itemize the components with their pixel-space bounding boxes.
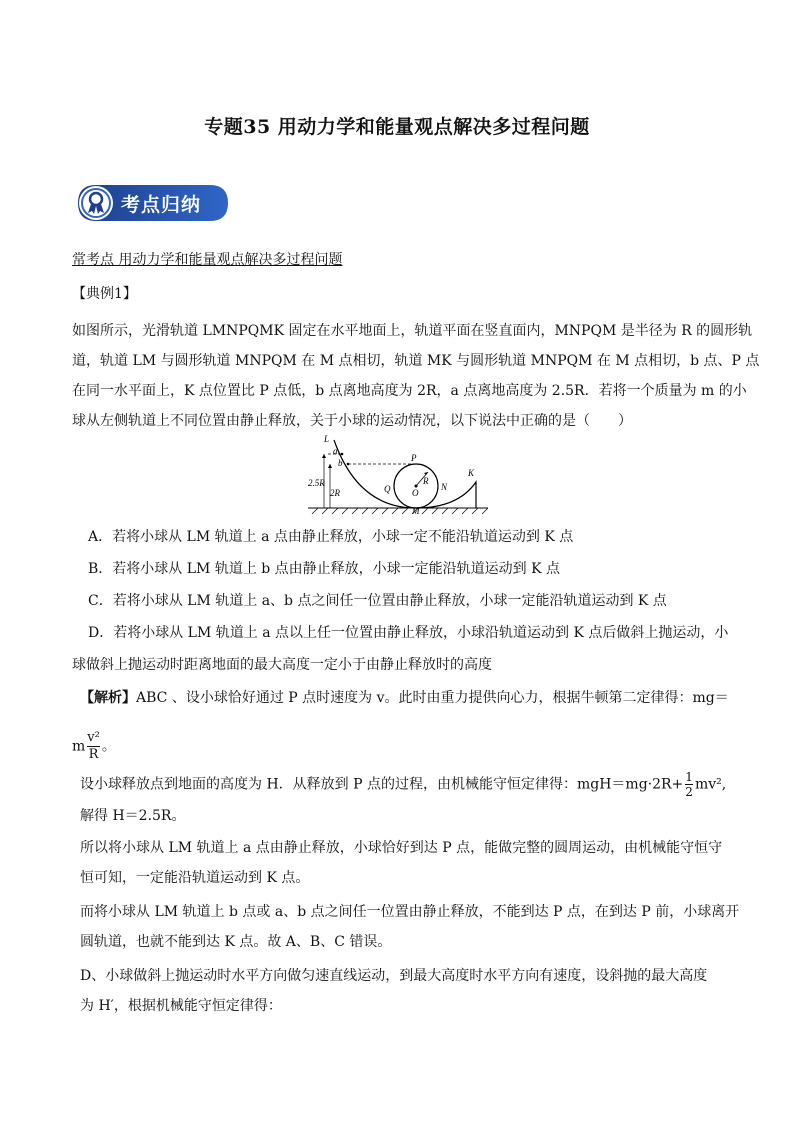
label-2-5R: 2.5R bbox=[308, 478, 325, 488]
section-heading: 常考点 用动力学和能量观点解决多过程问题 bbox=[72, 252, 343, 268]
analysis-line-5: 所以将小球从 LM 轨道上 a 点由静止释放，小球恰好到达 P 点，能做完整的圆周运动，由机械能守恒守 bbox=[80, 840, 723, 856]
track-figure bbox=[308, 434, 488, 522]
label-Q: Q bbox=[384, 484, 391, 494]
analysis-line-3: 设小球释放点到地面的高度为 H．从释放到 P 点的过程，由机械能守恒定律得：mgH＝mg·2R+ $\frac{1}{2}$ mv², bbox=[80, 770, 727, 799]
option-c: C．若将小球从 LM 轨道上 a、b 点之间任一位置由静止释放，小球一定能沿轨道运动到 K 点 bbox=[88, 593, 667, 609]
analysis-equation: m $\frac{\text{v²}}{R}$ 。 bbox=[72, 730, 116, 762]
analysis-line-6: 恒可知，一定能沿轨道运动到 K 点。 bbox=[80, 870, 310, 886]
label-M: M bbox=[412, 506, 420, 516]
section-badge bbox=[76, 183, 230, 223]
analysis-line-10: 为 H′，根据机械能守恒定律得： bbox=[80, 998, 282, 1014]
option-d: D．若将小球从 LM 轨道上 a 点以上任一位置由静止释放，小球沿轨道运动到 K 点后做斜上抛运动，小 bbox=[88, 625, 729, 641]
label-P: P bbox=[411, 453, 417, 463]
problem-line: 球从左侧轨道上不同位置由静止释放，关于小球的运动情况，以下说法中正确的是（ ） bbox=[72, 413, 632, 429]
badge-label: 考点归纳 bbox=[121, 194, 202, 216]
analysis-line-9: D、小球做斜上抛运动时水平方向做匀速直线运动，到最大高度时水平方向有速度，设斜抛的最大高度 bbox=[80, 968, 708, 984]
analysis-line-1: 【解析】ABC 、设小球恰好通过 P 点时速度为 v。此时由重力提供向心力，根据牛顿第二定律得：mg＝ bbox=[80, 690, 729, 706]
option-b: B．若将小球从 LM 轨道上 b 点由静止释放，小球一定能沿轨道运动到 K 点 bbox=[88, 561, 561, 577]
label-R: R bbox=[423, 476, 429, 486]
problem-line: 如图所示，光滑轨道 LMNPQMK 固定在水平地面上，轨道平面在竖直面内，MNPQM 是半径为 R 的圆形轨 bbox=[72, 323, 753, 339]
label-K: K bbox=[468, 468, 475, 478]
label-L: L bbox=[324, 434, 330, 444]
label-N: N bbox=[441, 482, 448, 492]
problem-line: 在同一水平面上，K 点位置比 P 点低，b 点离地高度为 2R，a 点离地高度为 2.5R．若将一个质量为 m 的小 bbox=[72, 383, 747, 399]
label-2R: 2R bbox=[330, 488, 340, 498]
problem-line: 道，轨道 LM 与圆形轨道 MNPQM 在 M 点相切，轨道 MK 与圆形轨道 MNPQM 在 M 点相切，b 点、P 点 bbox=[72, 353, 760, 369]
option-a: A．若将小球从 LM 轨道上 a 点由静止释放，小球一定不能沿轨道运动到 K 点 bbox=[88, 529, 574, 545]
page-title: 专题35 用动力学和能量观点解决多过程问题 bbox=[204, 116, 590, 138]
analysis-line-7: 而将小球从 LM 轨道上 b 点或 a、b 点之间任一位置由静止释放，不能到达 P 点，在到达 P 前，小球离开 bbox=[80, 904, 740, 920]
analysis-line-4: 解得 H＝2.5R。 bbox=[80, 808, 186, 824]
label-O: O bbox=[412, 488, 419, 498]
option-d-continued: 球做斜上抛运动时距离地面的最大高度一定小于由静止释放时的高度 bbox=[72, 657, 492, 673]
analysis-line-8: 圆轨道，也就不能到达 K 点。故 A、B、C 错误。 bbox=[80, 934, 392, 950]
example-label: 【典例1】 bbox=[72, 286, 137, 302]
label-b: b bbox=[338, 458, 343, 468]
analysis-label: 【解析】 bbox=[80, 690, 136, 706]
label-a: a bbox=[333, 446, 338, 456]
